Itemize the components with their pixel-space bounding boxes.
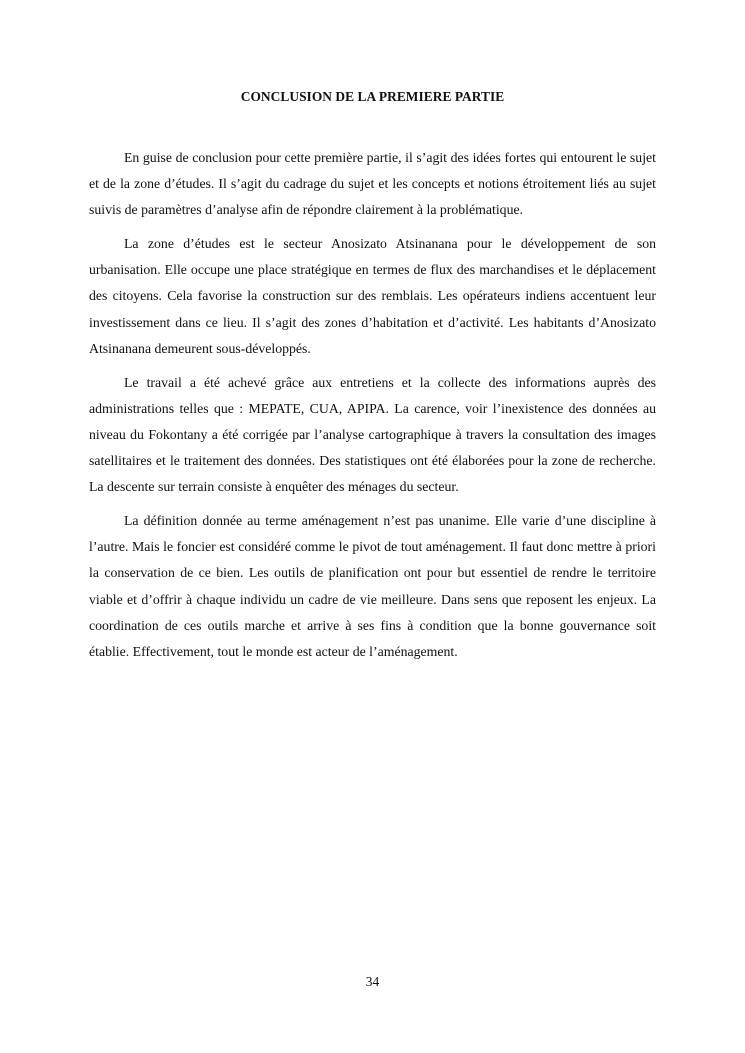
paragraph: La zone d’études est le secteur Anosizato Atsinanana pour le développement de son urbanisation. Elle occupe une place stratégique en termes de flux des marchandises et le déplacement des citoyens. Cela favorise la construction sur des remblais. Les opérateurs indiens accentuent leur investissement dans ce lieu. Il s’agit des zones d’habitation et d’activité. Les habitants d’Anosizato Atsinanana demeurent sous-développés. [89, 236, 656, 356]
paragraph: Le travail a été achevé grâce aux entretiens et la collecte des informations auprès des administrations telles que : MEPATE, CUA, APIPA. La carence, voir l’inexistence des données au niveau du Fokontany a été corrigée par l’analyse cartographique à travers la consultation des images satellitaires et le traitement des données. Des statistiques ont été élaborées pour la zone de recherche. La descente sur terrain consiste à enquêter des ménages du secteur. [89, 374, 656, 495]
paragraph: En guise de conclusion pour cette première partie, il s’agit des idées fortes qui entourent le sujet et de la zone d’études. Il s’agit du cadrage du sujet et les concepts et notions étroitement liés au sujet suivis de paramètres d’analyse afin de répondre clairement à la problématique. [89, 150, 656, 218]
section-title: CONCLUSION DE LA PREMIERE PARTIE [240, 89, 505, 104]
page-number: 34 [365, 974, 380, 989]
paragraph: La définition donnée au terme aménagement n’est pas unanime. Elle varie d’une discipline à l’autre. Mais le foncier est considéré comme le pivot de tout aménagement. Il faut donc mettre à priori la conservation de ce bien. Les outils de planification ont pour but essentiel de rendre le territoire viable et d’offrir à chaque individu un cadre de vie meilleure. Dans sens que reposent les enjeux. La coordination de ces outils marche et arrive à ses fins à condition que la bonne gouvernance soit établie. Effectivement, tout le monde est acteur de l’aménagement. [89, 513, 656, 659]
body-text [89, 145, 656, 673]
